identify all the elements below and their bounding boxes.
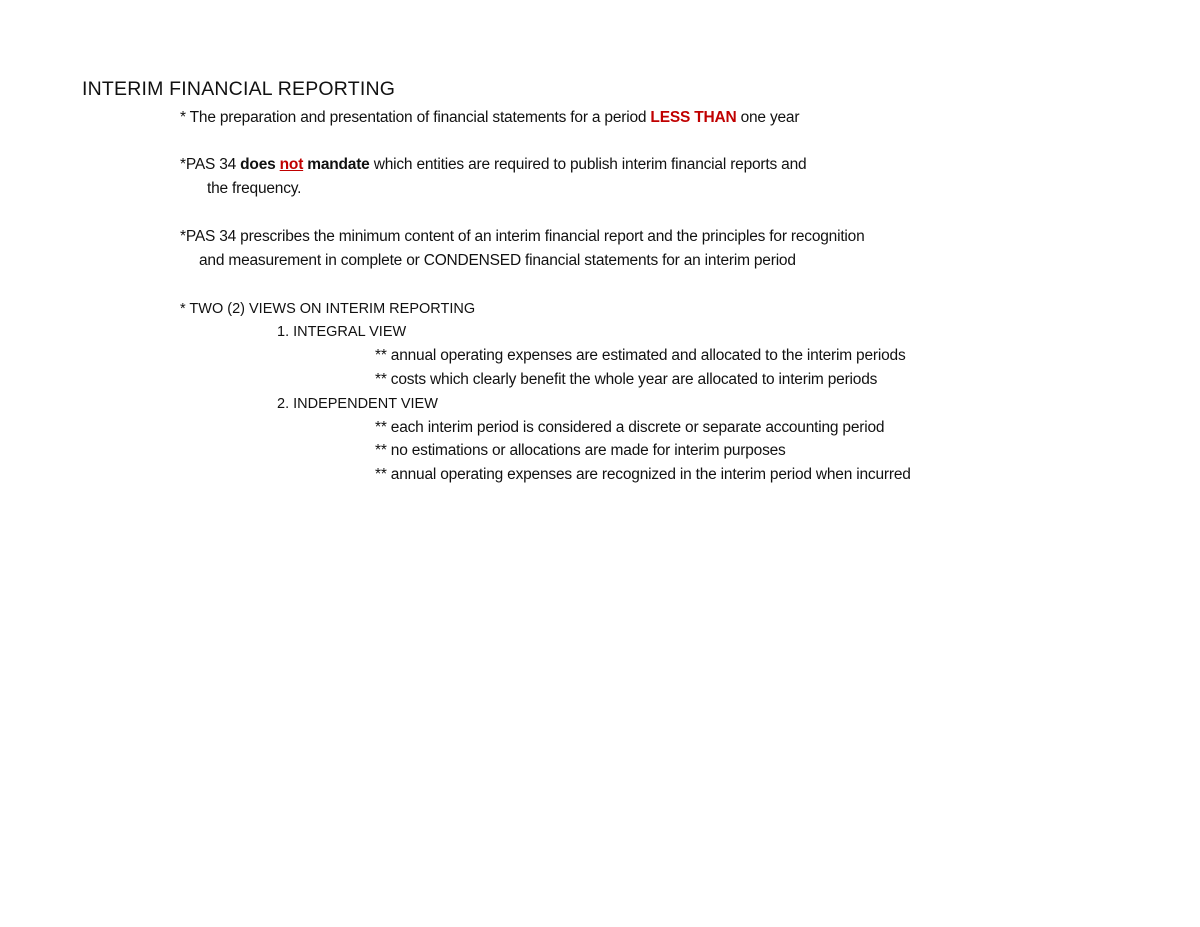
document-title: INTERIM FINANCIAL REPORTING (82, 78, 396, 100)
para2-not-emphasis: not (279, 156, 304, 173)
para2-continuation: the frequency. (207, 180, 302, 197)
para1-suffix: one year (736, 109, 800, 126)
independent-point-2: ** no estimations or allocations are made for interim purposes (375, 442, 786, 459)
views-heading: * TWO (2) VIEWS ON INTERIM REPORTING (180, 301, 476, 317)
para3-line2: and measurement in complete or CONDENSED financial statements for an interim period (199, 252, 796, 269)
para2-bold-does: does (240, 156, 276, 173)
para-less-than-one-year (180, 108, 799, 128)
para-pas34-mandate (180, 155, 806, 175)
para2-suffix: which entities are required to publish interim financial reports and (369, 156, 807, 173)
integral-point-1: ** annual operating expenses are estimated and allocated to the interim periods (375, 347, 906, 364)
independent-point-1: ** each interim period is considered a discrete or separate accounting period (375, 419, 885, 436)
para2-prefix: *PAS 34 (180, 156, 241, 173)
para3-line1: *PAS 34 prescribes the minimum content of an interim financial report and the principles for recognition (180, 228, 865, 245)
independent-point-3: ** annual operating expenses are recognized in the interim period when incurred (375, 466, 911, 483)
independent-view-label: 2. INDEPENDENT VIEW (277, 396, 438, 412)
integral-point-2: ** costs which clearly benefit the whole year are allocated to interim periods (375, 371, 878, 388)
para1-emphasis: LESS THAN (650, 109, 737, 126)
para2-bold-mandate: mandate (303, 156, 370, 173)
integral-view-label: 1. INTEGRAL VIEW (277, 324, 407, 340)
para1-prefix: * The preparation and presentation of financial statements for a period (180, 109, 651, 126)
